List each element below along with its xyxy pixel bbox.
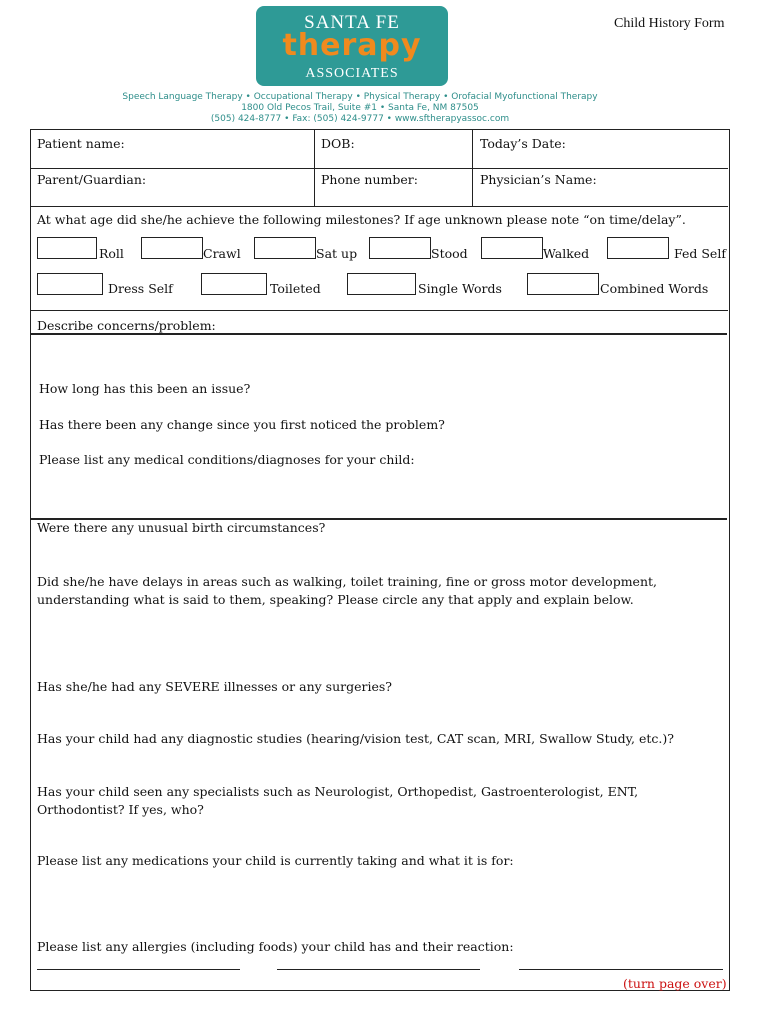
address-line: 1800 Old Pecos Trail, Suite #1 • Santa Fe, NM 87505	[241, 103, 479, 113]
phone-number-label: Phone number:	[321, 172, 418, 187]
allergies-question: Please list any allergies (including foods) your child has and their reaction:	[37, 939, 514, 954]
milestone-box-combined-words[interactable]	[527, 273, 599, 295]
milestone-label-single-words: Single Words	[418, 281, 502, 296]
allergy-answer-line-2[interactable]	[277, 969, 480, 970]
milestone-label-stood: Stood	[431, 246, 468, 261]
concerns-divider	[30, 333, 727, 335]
milestone-label-dress-self: Dress Self	[108, 281, 173, 296]
milestone-box-single-words[interactable]	[347, 273, 416, 295]
specialists-question-line-1: Has your child seen any specialists such as Neurologist, Orthopedist, Gastroenterologist, ENT,	[37, 784, 639, 799]
info-table-bottom	[30, 206, 728, 207]
parent-guardian-label: Parent/Guardian:	[37, 172, 147, 187]
dob-label: DOB:	[321, 136, 355, 151]
illness-question: Has she/he had any SEVERE illnesses or any surgeries?	[37, 679, 392, 694]
milestone-box-dress-self[interactable]	[37, 273, 103, 295]
birth-circumstances-question: Were there any unusual birth circumstances?	[37, 520, 326, 535]
milestone-label-crawl: Crawl	[203, 246, 241, 261]
milestone-box-sat-up[interactable]	[254, 237, 316, 259]
todays-date-label: Today’s Date:	[480, 136, 566, 151]
info-col-divider-1	[314, 129, 315, 206]
milestone-box-walked[interactable]	[481, 237, 543, 259]
change-question: Has there been any change since you first noticed the problem?	[39, 417, 445, 432]
allergy-answer-line-3[interactable]	[519, 969, 723, 970]
info-col-divider-2	[472, 129, 473, 206]
diagnostic-studies-question: Has your child had any diagnostic studies (hearing/vision test, CAT scan, MRI, Swallow Study, etc.)?	[37, 731, 674, 746]
logo-text-therapy: therapy	[282, 28, 422, 63]
milestones-bottom-line	[30, 310, 728, 311]
form-title: Child History Form	[614, 16, 725, 31]
milestone-box-stood[interactable]	[369, 237, 431, 259]
specialists-question-line-2: Orthodontist? If yes, who?	[37, 802, 204, 817]
milestone-box-toileted[interactable]	[201, 273, 267, 295]
milestone-box-crawl[interactable]	[141, 237, 203, 259]
milestone-box-roll[interactable]	[37, 237, 97, 259]
medications-question: Please list any medications your child is currently taking and what it is for:	[37, 853, 514, 868]
info-row-divider	[30, 168, 728, 169]
how-long-question: How long has this been an issue?	[39, 381, 251, 396]
turn-page-over-note: (turn page over)	[623, 976, 727, 991]
milestone-box-fed-self[interactable]	[607, 237, 669, 259]
logo-text-top: SANTA FE	[304, 12, 400, 33]
milestone-label-toileted: Toileted	[270, 281, 321, 296]
milestones-prompt: At what age did she/he achieve the following milestones? If age unknown please note “on time/delay”.	[37, 212, 686, 227]
patient-name-label: Patient name:	[37, 136, 125, 151]
milestone-label-combined-words: Combined Words	[600, 281, 709, 296]
services-line: Speech Language Therapy • Occupational Therapy • Physical Therapy • Orofacial Myofunctional Therapy	[122, 92, 598, 102]
milestone-label-sat-up: Sat up	[316, 246, 358, 261]
milestone-label-fed-self: Fed Self	[674, 246, 726, 261]
delays-question-line-2: understanding what is said to them, speaking? Please circle any that apply and explain below.	[37, 592, 634, 607]
practice-logo	[256, 6, 448, 86]
milestone-label-roll: Roll	[99, 246, 124, 261]
logo-text-bottom: ASSOCIATES	[305, 66, 399, 81]
medical-conditions-question: Please list any medical conditions/diagnoses for your child:	[39, 452, 415, 467]
milestone-label-walked: Walked	[543, 246, 590, 261]
allergy-answer-line-1[interactable]	[37, 969, 240, 970]
contact-line: (505) 424-8777 • Fax: (505) 424-9777 • www.sftherapyassoc.com	[210, 114, 510, 124]
physician-name-label: Physician’s Name:	[480, 172, 597, 187]
concerns-question: Describe concerns/problem:	[37, 318, 216, 333]
delays-question-line-1: Did she/he have delays in areas such as walking, toilet training, fine or gross motor development,	[37, 574, 657, 589]
